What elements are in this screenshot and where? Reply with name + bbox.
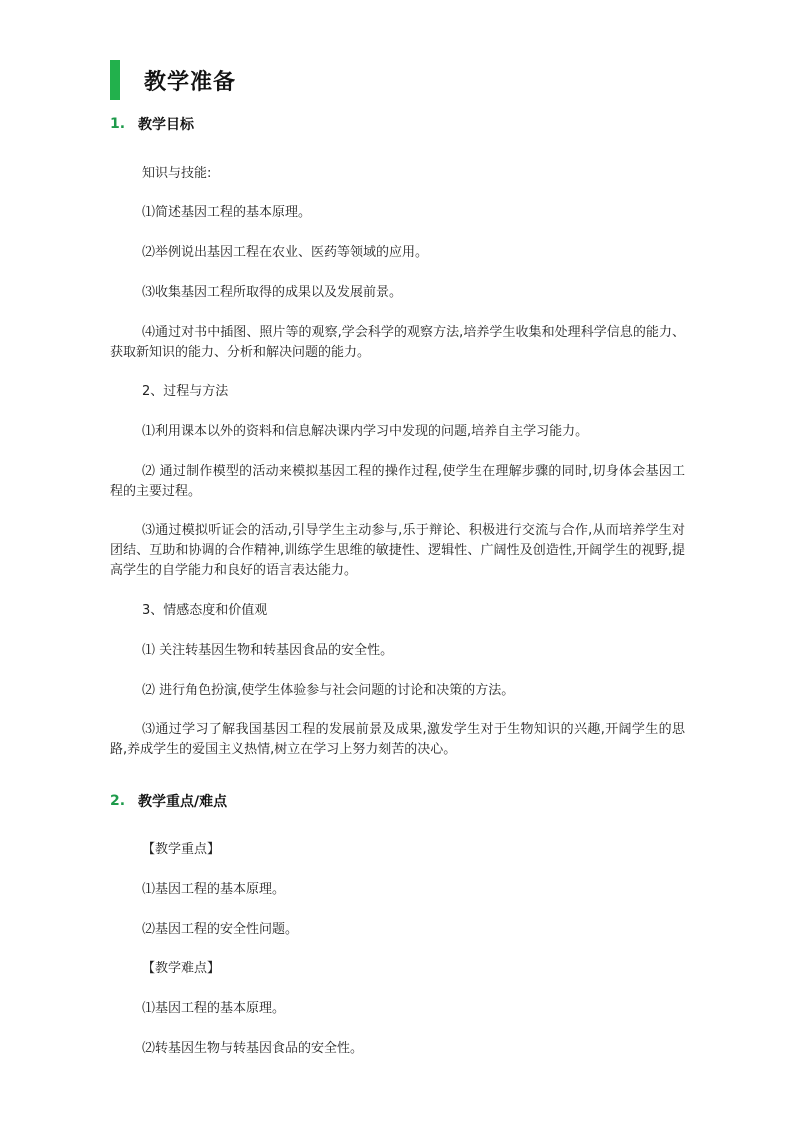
difficulty-item: ⑴基因工程的基本原理。 (142, 1001, 286, 1016)
objective-item: ⑵ 进行角色扮演,使学生体验参与社会问题的讨论和决策的方法。 (142, 683, 515, 698)
title-accent-bar (110, 60, 120, 100)
objective-paragraph: ⑷通过对书中插图、照片等的观察,学会科学的观察方法,培养学生收集和处理科学信息的能力、获取新知识的能力、分析和解决问题的能力。 (110, 325, 685, 360)
objective-item: ⑴ 关注转基因生物和转基因食品的安全性。 (142, 643, 394, 658)
section-heading-focus (110, 791, 227, 811)
section-heading-objectives (110, 114, 194, 134)
page-title: 教学准备 (144, 69, 237, 95)
objective-paragraph: ⑶通过学习了解我国基因工程的发展前景及成果,激发学生对于生物知识的兴趣,开阔学生的思路,养成学生的爱国主义热情,树立在学习上努力刻苦的决心。 (110, 722, 685, 757)
objective-item: ⑵举例说出基因工程在农业、医药等领域的应用。 (142, 245, 429, 260)
difficulty-heading: 【教学难点】 (142, 961, 221, 976)
objective-item: ⑴利用课本以外的资料和信息解决课内学习中发现的问题,培养自主学习能力。 (142, 424, 589, 439)
knowledge-heading: 知识与技能: (142, 166, 212, 181)
key-point-item: ⑵基因工程的安全性问题。 (142, 922, 299, 937)
objective-paragraph: ⑶通过模拟听证会的活动,引导学生主动参与,乐于辩论、积极进行交流与合作,从而培养学生对团结、互助和协调的合作精神,训练学生思维的敏捷性、逻辑性、广阔性及创造性,开阔学生的视野,提高学生的自学能力和良好的语言表达能力。 (110, 523, 685, 578)
objective-item: ⑴简述基因工程的基本原理。 (142, 205, 312, 220)
section-title: 教学目标 (138, 117, 194, 133)
key-point-item: ⑴基因工程的基本原理。 (142, 882, 286, 897)
key-points-heading: 【教学重点】 (142, 842, 221, 857)
page-title-block (110, 60, 236, 100)
objective-paragraph: ⑵ 通过制作模型的活动来模拟基因工程的操作过程,使学生在理解步骤的同时,切身体会基因工程的主要过程。 (110, 464, 685, 499)
section-number: 2. (110, 793, 126, 809)
emotion-heading: 3、情感态度和价值观 (142, 603, 268, 618)
section-title: 教学重点/难点 (138, 794, 228, 810)
section-number: 1. (110, 116, 126, 132)
objective-item: ⑶收集基因工程所取得的成果以及发展前景。 (142, 285, 403, 300)
difficulty-item: ⑵转基因生物与转基因食品的安全性。 (142, 1041, 364, 1056)
process-heading: 2、过程与方法 (142, 384, 229, 399)
